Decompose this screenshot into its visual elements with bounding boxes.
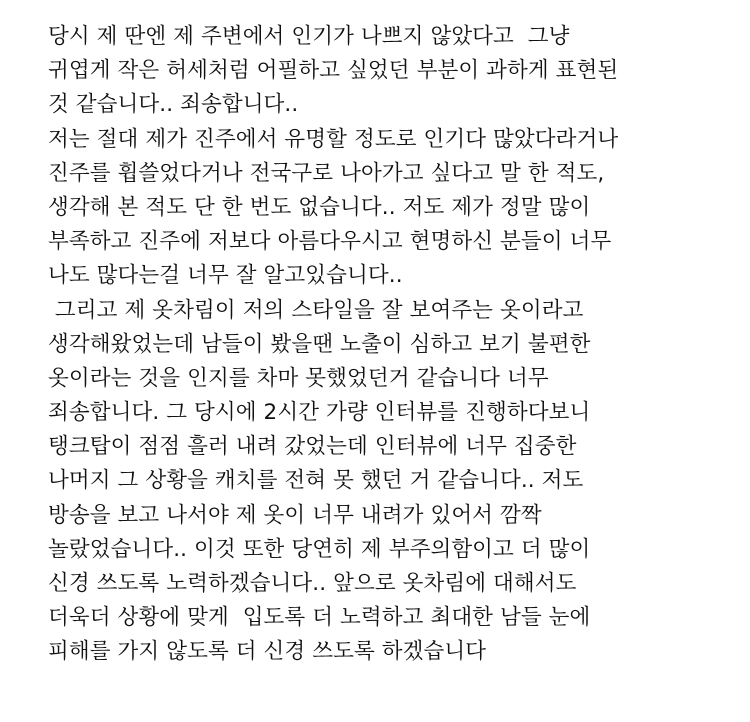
text-line-10: 생각해왔었는데 남들이 봤을땐 노출이 심하고 보기 불편한	[48, 331, 591, 357]
text-line-11: 옷이라는 것을 인지를 차마 못했었던거 같습니다 너무	[48, 365, 549, 391]
text-line-12: 죄송합니다. 그 당시에 2시간 가량 인터뷰를 진행하다보니	[48, 400, 591, 426]
text-line-8: 나도 많다는걸 너무 잘 알고있습니다..	[48, 263, 403, 289]
text-line-5: 진주를 휩쓸었다거나 전국구로 나아가고 싶다고 말 한 적도,	[48, 160, 605, 186]
text-line-6: 생각해 본 적도 단 한 번도 없습니다.. 저도 제가 정말 많이	[48, 194, 591, 220]
text-line-7: 부족하고 진주에 저보다 아름다우시고 현명하신 분들이 너무	[48, 229, 612, 255]
text-line-4: 저는 절대 제가 진주에서 유명할 정도로 인기다 많았다라거나	[48, 126, 619, 152]
text-line-9: 그리고 제 옷차림이 저의 스타일을 잘 보여주는 옷이라고	[48, 297, 584, 323]
text-line-1: 당시 제 딴엔 제 주변에서 인기가 나쁘지 않았다고 그냥	[48, 24, 570, 49]
text-line-19: 피해를 가지 않도록 더 신경 쓰도록 하겠습니다	[48, 639, 487, 665]
text-line-15: 방송을 보고 나서야 제 옷이 너무 내려가 있어서 깜짝	[48, 502, 542, 528]
text-line-17: 신경 쓰도록 노력하겠습니다.. 앞으로 옷차림에 대해서도	[48, 571, 577, 596]
text-line-3: 것 같습니다.. 죄송합니다..	[48, 92, 299, 118]
text-line-18: 더욱더 상황에 맞게 입도록 더 노력하고 최대한 남들 눈에	[48, 605, 591, 631]
text-line-16: 놀랐었습니다.. 이것 또한 당연히 제 부주의함이고 더 많이	[48, 536, 591, 562]
text-line-13: 탱크탑이 점점 흘러 내려 갔었는데 인터뷰에 너무 집중한	[48, 434, 577, 460]
text-line-2: 귀엽게 작은 허세처럼 어필하고 싶었던 부분이 과하게 표현된	[48, 58, 619, 84]
text-line-14: 나머지 그 상황을 캐치를 전혀 못 했던 거 같습니다.. 저도	[48, 468, 584, 494]
